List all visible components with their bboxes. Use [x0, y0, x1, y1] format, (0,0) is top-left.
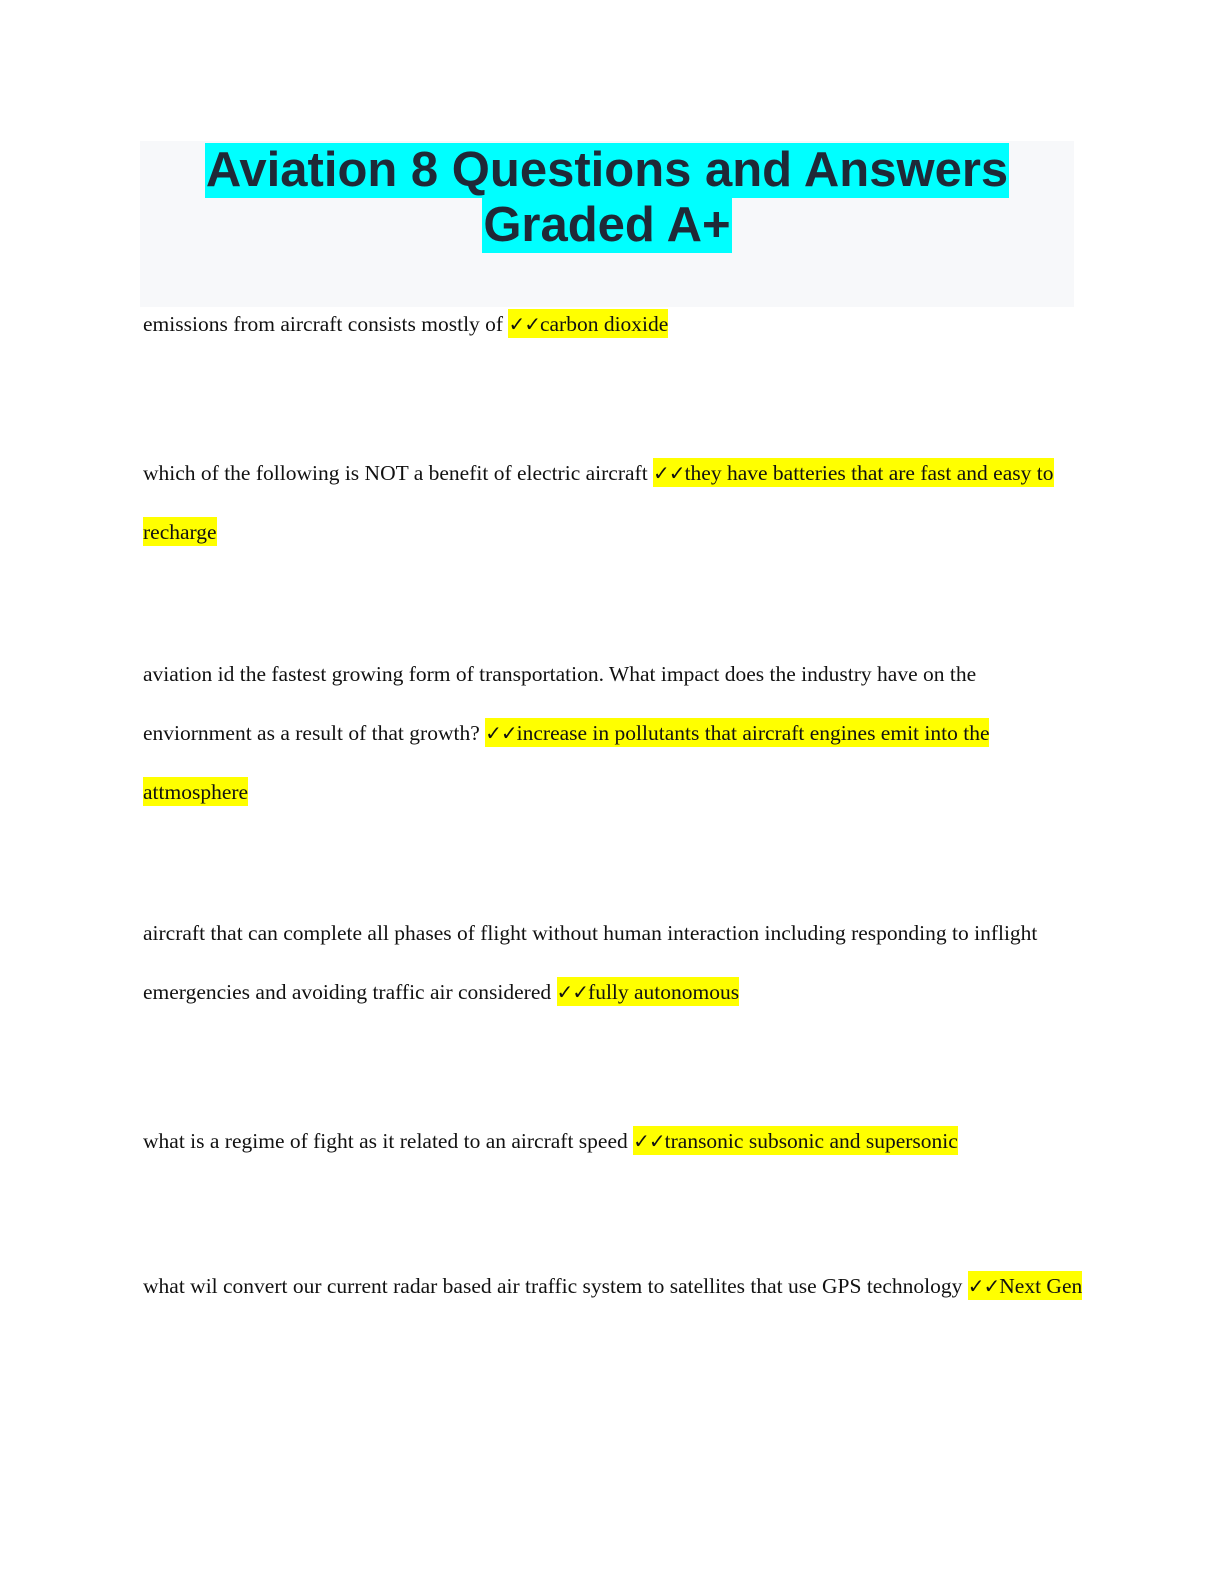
- double-check-icon: ✓✓: [485, 721, 517, 745]
- qa-item-5: [143, 1112, 1083, 1171]
- answer-highlight: [968, 1271, 1083, 1300]
- double-check-icon: ✓✓: [967, 1274, 1000, 1298]
- question-text: what is a regime of fight as it related to an aircraft speed: [143, 1129, 634, 1153]
- answer-text: Next Gen: [999, 1274, 1083, 1298]
- qa-item-3: [143, 645, 1083, 822]
- question-text: what wil convert our current radar based air traffic system to satellites that use GPS technology: [143, 1274, 968, 1298]
- question-text: aviation id the fastest growing form of transportation. What impact does the industry have on the enviornment as a result of that growth?: [143, 662, 977, 745]
- question-text: which of the following is NOT a benefit of electric aircraft: [143, 461, 654, 485]
- double-check-icon: ✓✓: [653, 461, 685, 485]
- qa-item-6: [143, 1257, 1083, 1316]
- question-text: emissions from aircraft consists mostly of: [143, 312, 509, 336]
- answer-highlight: [633, 1126, 958, 1155]
- double-check-icon: ✓✓: [556, 980, 589, 1004]
- qa-item-1: [143, 295, 1083, 354]
- double-check-icon: ✓✓: [508, 312, 540, 336]
- document-title-line-2: Graded A+: [483, 198, 731, 252]
- answer-text: fully autonomous: [588, 980, 740, 1004]
- answer-text: transonic subsonic and supersonic: [664, 1129, 958, 1153]
- double-check-icon: ✓✓: [633, 1129, 665, 1153]
- answer-highlight: [557, 977, 740, 1006]
- question-text: aircraft that can complete all phases of flight without human interaction including responding to inflight emergencies and avoiding traffic air considered: [143, 921, 1038, 1004]
- answer-text: they have batteries that are fast and easy to recharge: [143, 461, 1054, 544]
- qa-item-2: [143, 444, 1083, 562]
- answer-highlight: [508, 309, 668, 338]
- answer-text: carbon dioxide: [539, 312, 669, 336]
- qa-item-4: [143, 904, 1083, 1022]
- document-title-line-1: Aviation 8 Questions and Answers: [205, 143, 1009, 197]
- answer-text: increase in pollutants that aircraft engines emit into the attmosphere: [143, 721, 990, 804]
- document-title-block: [140, 141, 1074, 307]
